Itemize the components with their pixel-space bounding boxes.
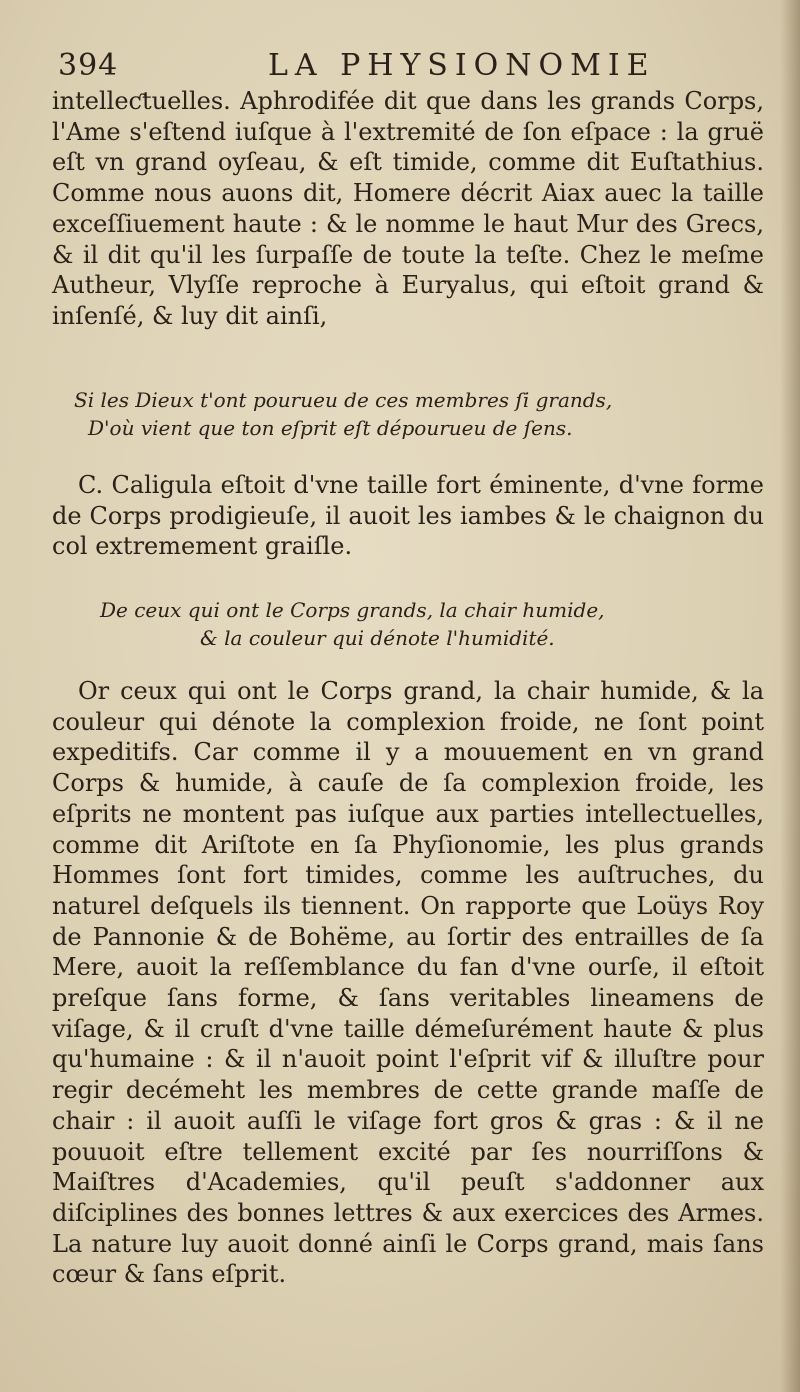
paragraph-2 — [52, 470, 764, 562]
paragraph-3-text: Or ceux qui ont le Corps grand, la chair humide, & la couleur qui dénote la complexion froide, ne ſont point expeditifs. Car comme il y a mouuement en vn grand Corps & humide, à cauſe de ſa complexion froide, les eſprits ne montent pas iuſque aux parties intellectuelles, comme dit Ariſtote en ſa Phyſionomie, les plus grands Hommes ſont fort timides, comme les auſtruches, du naturel deſquels ils tiennent. On rapporte que Loüys Roy de Pannonie & de Bohëme, au ſortir des entrailles de ſa Mere, auoit la reſſemblance du fan d'vne ourſe, il eſtoit preſque ſans forme, & ſans veritables lineamens de viſage, & il cruſt d'vne taille démeſurément haute & plus qu'humaine : & il n'auoit point l'eſprit vif & illuſtre pour regir decémeht les membres de cette grande maſſe de chair : il auoit auſſi le viſage fort gros & gras : & il ne pouuoit eſtre tellement excité par ſes nourriſſons & Maiſtres d'Academies, qu'il peuſt s'addonner aux diſciplines des bonnes lettres & aux exercices des Armes. La nature luy auoit donné ainſi le Corps grand, mais ſans cœur & ſans eſprit. — [52, 677, 764, 1289]
running-title: LA PHYSIONOMIE — [268, 48, 656, 83]
page-number: 394 — [58, 48, 119, 83]
paragraph-2-text: C. Caligula eſtoit d'vne taille fort éminente, d'vne forme de Corps prodigieuſe, il auoit les iambes & le chaignon du col extremement graiſle. — [52, 471, 764, 561]
paragraph-3 — [52, 676, 764, 1290]
page-header — [58, 48, 748, 88]
paragraph-1-text: intelleƈtuelles. Aphrodifée dit que dans les grands Corps, l'Ame s'eſtend iuſque à l'extremité de ſon eſpace : la gruë eſt vn grand oyſeau, & eſt timide, comme dit Euſtathius. Comme nous auons dit, Homere décrit Aiax auec la taille exceſſiuement haute : & le nomme le haut Mur des Grecs, & il dit qu'il les ſurpaſſe de toute la teſte. Chez le meſme Autheur, Vlyſſe reproche à Euryalus, qui eſtoit grand & inſenſé, & luy dit ainſi, — [52, 87, 764, 330]
section-heading-line-1: De ceux qui ont le Corps grands, la chair humide, — [100, 598, 605, 622]
verse-quotation — [74, 386, 694, 442]
verse-line-2: D'où vient que ton eſprit eſt dépourueu de ſens. — [88, 416, 573, 440]
section-heading — [100, 596, 720, 652]
section-heading-line-2: & la couleur qui dénote l'humidité. — [200, 626, 555, 650]
verse-line-1: Si les Dieux t'ont pourueu de ces membres ſi grands, — [74, 388, 613, 412]
paragraph-1 — [52, 86, 764, 332]
page-edge-shadow — [780, 0, 800, 1392]
